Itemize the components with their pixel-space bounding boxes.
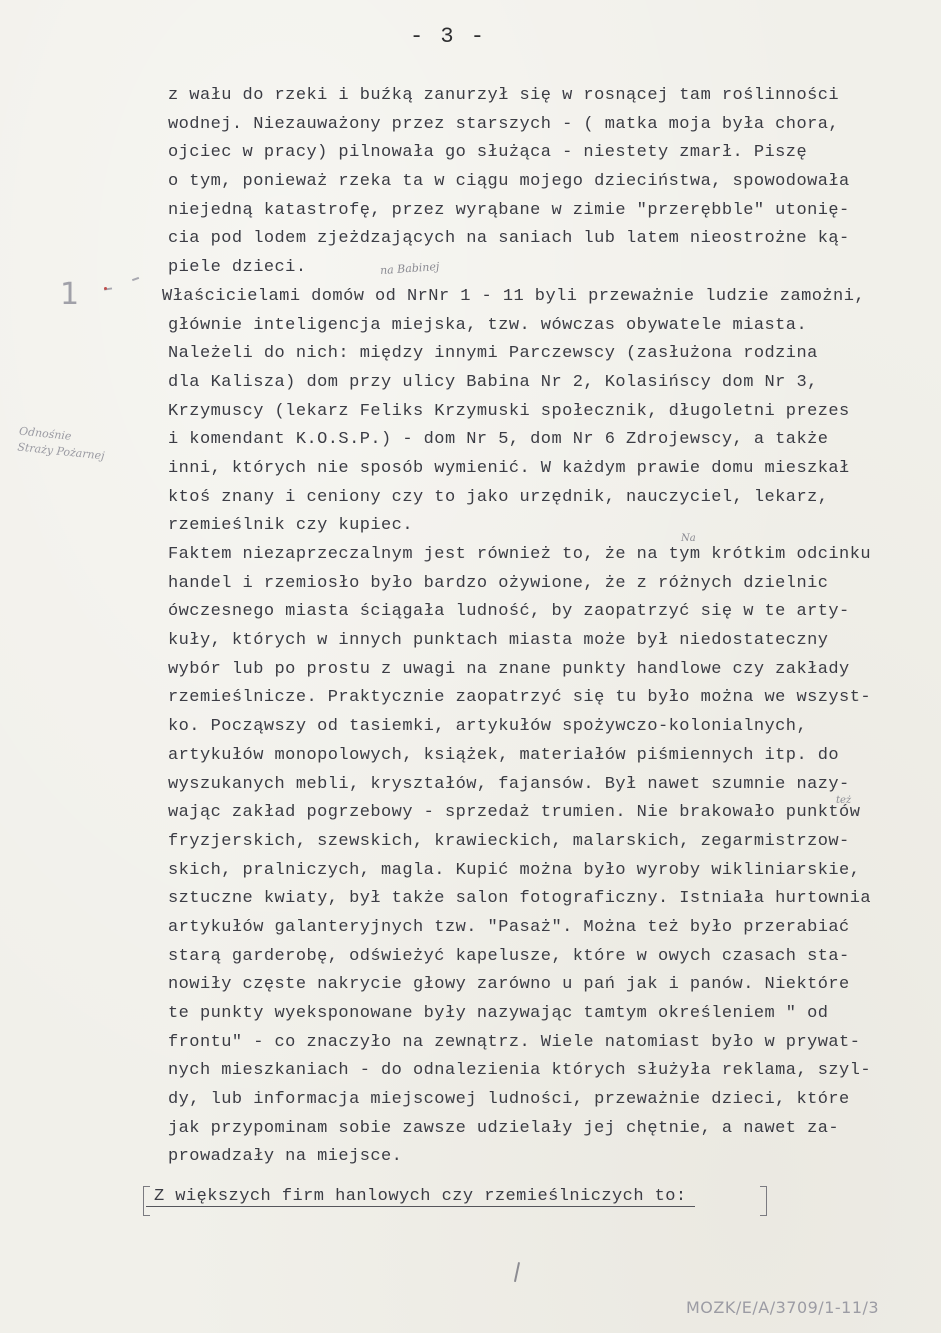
- archive-reference: MOZK/E/A/3709/1-11/3: [686, 1298, 880, 1317]
- text-line: ojciec w pracy) pilnowała go służąca - niestety zmarł. Piszę: [168, 143, 808, 163]
- text-line: głównie inteligencja miejska, tzw. wówczas obywatele miasta.: [168, 315, 808, 335]
- text-line: Właścicielami domów od NrNr 1 - 11 byli przeważnie ludzie zamożni,: [162, 286, 866, 306]
- text-line: wodnej. Niezauważony przez starszych - ( matka moja była chora,: [168, 114, 840, 134]
- text-line: starą garderobę, odświeżyć kapelusze, które w owych czasach sta-: [168, 946, 850, 966]
- text-line: handel i rzemiosło było bardzo ożywione, że z różnych dzielnic: [168, 573, 829, 593]
- text-line: Faktem niezaprzeczalnym jest również to, że na tym krótkim odcinku: [168, 545, 872, 564]
- text-line: niejedną katastrofę, przez wyrąbane w zimie "przerębble" utonię-: [168, 200, 850, 220]
- handwritten-margin-note: Odnośnie Straży Pożarnej: [16, 424, 106, 463]
- text-line: fryzjerskich, szewskich, krawieckich, malarskich, zegarmistrzow-: [168, 831, 850, 851]
- text-line: dy, lub informacja miejscowej ludności, przeważnie dzieci, które: [168, 1090, 850, 1110]
- text-line: skich, pralniczych, magla. Kupić można było wyroby wikliniarskie,: [168, 860, 861, 880]
- typewritten-body: [162, 82, 938, 1172]
- text-line: sztuczne kwiaty, był także salon fotograficzny. Istniała hurtownia: [168, 889, 872, 909]
- page-number: - 3 -: [410, 24, 487, 49]
- text-line: rzemieślnicze. Praktycznie zaopatrzyć się tu było można we wszyst-: [168, 688, 872, 708]
- text-line: cia pod lodem zjeżdzających na saniach lub latem nieostrożne ką-: [168, 229, 850, 249]
- bracket-right: [760, 1186, 767, 1216]
- text-line: Należeli do nich: między innymi Parczewscy (zasłużona rodzina: [168, 344, 818, 364]
- text-line: inni, których nie sposób wymienić. W każdym prawie domu mieszkał: [168, 458, 850, 478]
- text-line: kuły, których w innych punktach miasta może był niedostateczny: [168, 631, 829, 651]
- text-line: i komendant K.O.S.P.) - dom Nr 5, dom Nr 6 Zdrojewscy, a także: [168, 430, 829, 450]
- handwritten-insert-babinej: na Babinej: [379, 259, 440, 278]
- text-line: piele dzieci.: [168, 258, 307, 278]
- text-line: artykułów galanteryjnych tzw. "Pasaż". Można też było przerabiać: [168, 917, 850, 937]
- text-line: prowadzały na miejsce.: [168, 1147, 403, 1167]
- text-line: dla Kalisza) dom przy ulicy Babina Nr 2, Kolasińscy dom Nr 3,: [168, 372, 818, 392]
- text-line: artykułów monopolowych, książek, materiałów piśmiennych itp. do: [168, 745, 840, 765]
- text-line: wyszukanych mebli, kryształów, fajansów. Był nawet szumnie nazy-: [168, 774, 850, 794]
- text-line: wybór lub po prostu z uwagi na znane punkty handlowe czy zakłady: [168, 659, 850, 679]
- text-line: rzemieślnik czy kupiec.: [168, 516, 413, 536]
- text-line: ko. Począwszy od tasiemki, artykułów spożywczo-kolonialnych,: [168, 717, 808, 737]
- handwritten-insert-na: Na: [681, 533, 696, 544]
- closing-heading: Z większych firm hanlowych czy rzemieślniczych to:: [146, 1187, 695, 1207]
- text-line: o tym, ponieważ rzeka ta w ciągu mojego dzieciństwa, spowodowała: [168, 172, 850, 192]
- text-line: ktoś znany i ceniony czy to jako urzędnik, nauczyciel, lekarz,: [168, 487, 829, 507]
- text-line: z wału do rzeki i buźką zanurzył się w rosnącej tam roślinności: [168, 86, 840, 105]
- margin-mark: 1: [60, 277, 80, 312]
- text-line: te punkty wyeksponowane były nazywając tamtym określeniem " od: [168, 1004, 829, 1023]
- text-line: nowiły częste nakrycie głowy zarówno u pań jak i panów. Niektóre: [168, 975, 850, 995]
- margin-tick: [132, 277, 139, 281]
- red-mark: [104, 287, 107, 290]
- text-line: nych mieszkaniach - do odnalezienia których służyła reklama, szyl-: [168, 1061, 872, 1081]
- text-line: wając zakład pogrzebowy - sprzedaż trumien. Nie brakowało punktów: [168, 803, 861, 823]
- pen-stroke: [514, 1262, 520, 1282]
- text-line: Krzymuscy (lekarz Feliks Krzymuski społecznik, długoletni prezes: [168, 401, 850, 421]
- text-line: jak przypominam sobie zawsze udzielały jej chętnie, a nawet za-: [168, 1118, 840, 1138]
- text-line: ówczesnego miasta ściągała ludność, by zaopatrzyć się w te arty-: [168, 602, 850, 622]
- handwritten-insert-tez: też: [836, 795, 852, 806]
- text-line: frontu" - co znaczyło na zewnątrz. Wiele natomiast było w prywat-: [168, 1032, 861, 1052]
